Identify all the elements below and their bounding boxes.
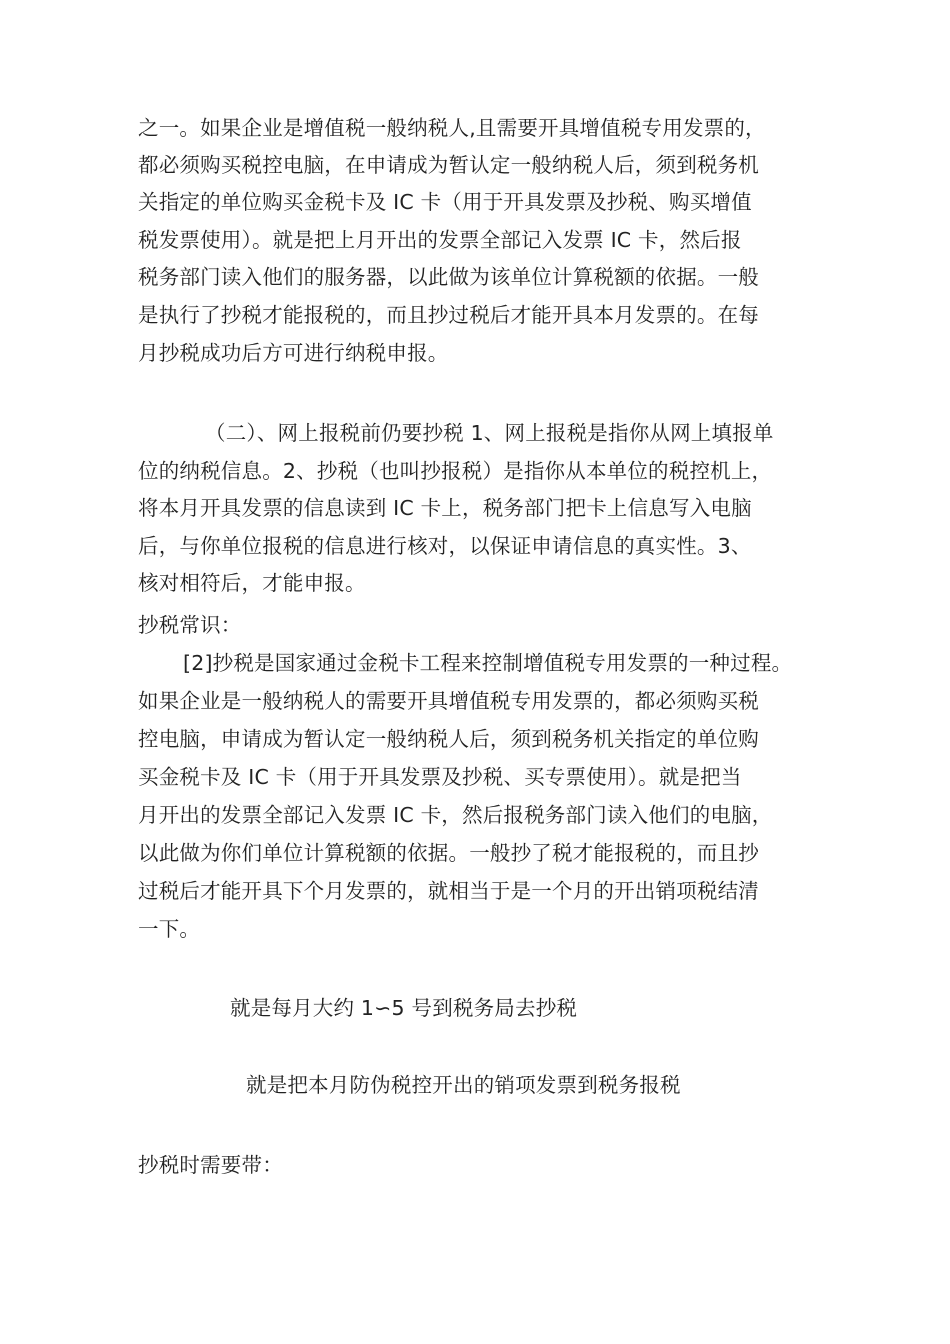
- text-line: 税发票使用）。就是把上月开出的发票全部记入发票 IC 卡，然后报: [138, 228, 742, 252]
- heading-bring-items: 抄税时需要带：: [138, 1153, 283, 1177]
- text-line: 买金税卡及 IC 卡（用于开具发票及抄税、买专票使用）。就是把当: [138, 765, 742, 789]
- text-line: 月开出的发票全部记入发票 IC 卡，然后报税务部门读入他们的电脑，: [138, 803, 773, 827]
- note-line-2: 就是把本月防伪税控开出的销项发票到税务报税: [246, 1073, 681, 1097]
- text-line: [2]抄税是国家通过金税卡工程来控制增值税专用发票的一种过程。: [183, 651, 793, 675]
- text-line: 过税后才能开具下个月发票的，就相当于是一个月的开出销项税结清: [138, 879, 759, 903]
- text-line: 都必须购买税控电脑，在申请成为暂认定一般纳税人后，须到税务机: [138, 153, 759, 177]
- text-line: 税务部门读入他们的服务器，以此做为该单位计算税额的依据。一般: [138, 265, 759, 289]
- text-line: 之一。如果企业是增值税一般纳税人,且需要开具增值税专用发票的，: [138, 116, 766, 140]
- text-line: （二）、网上报税前仍要抄税 1、网上报税是指你从网上填报单: [205, 421, 774, 445]
- text-line: 月抄税成功后方可进行纳税申报。: [138, 341, 449, 365]
- text-line: 后，与你单位报税的信息进行核对，以保证申请信息的真实性。3、: [138, 534, 752, 558]
- text-line: 核对相符后，才能申报。: [138, 571, 366, 595]
- text-line: 位的纳税信息。2、抄税（也叫抄报税）是指你从本单位的税控机上，: [138, 459, 773, 483]
- text-line: 将本月开具发票的信息读到 IC 卡上，税务部门把卡上信息写入电脑: [138, 496, 752, 520]
- heading-common-knowledge: 抄税常识：: [138, 613, 242, 637]
- text-line: 关指定的单位购买金税卡及 IC 卡（用于开具发票及抄税、购买增值: [138, 190, 752, 214]
- text-line: 以此做为你们单位计算税额的依据。一般抄了税才能报税的，而且抄: [138, 841, 759, 865]
- note-line-1: 就是每月大约 1∽5 号到税务局去抄税: [230, 996, 578, 1020]
- text-line: 控电脑，申请成为暂认定一般纳税人后，须到税务机关指定的单位购: [138, 727, 759, 751]
- text-line: 如果企业是一般纳税人的需要开具增值税专用发票的，都必须购买税: [138, 689, 759, 713]
- text-line: 一下。: [138, 917, 201, 941]
- text-line: 是执行了抄税才能报税的，而且抄过税后才能开具本月发票的。在每: [138, 303, 759, 327]
